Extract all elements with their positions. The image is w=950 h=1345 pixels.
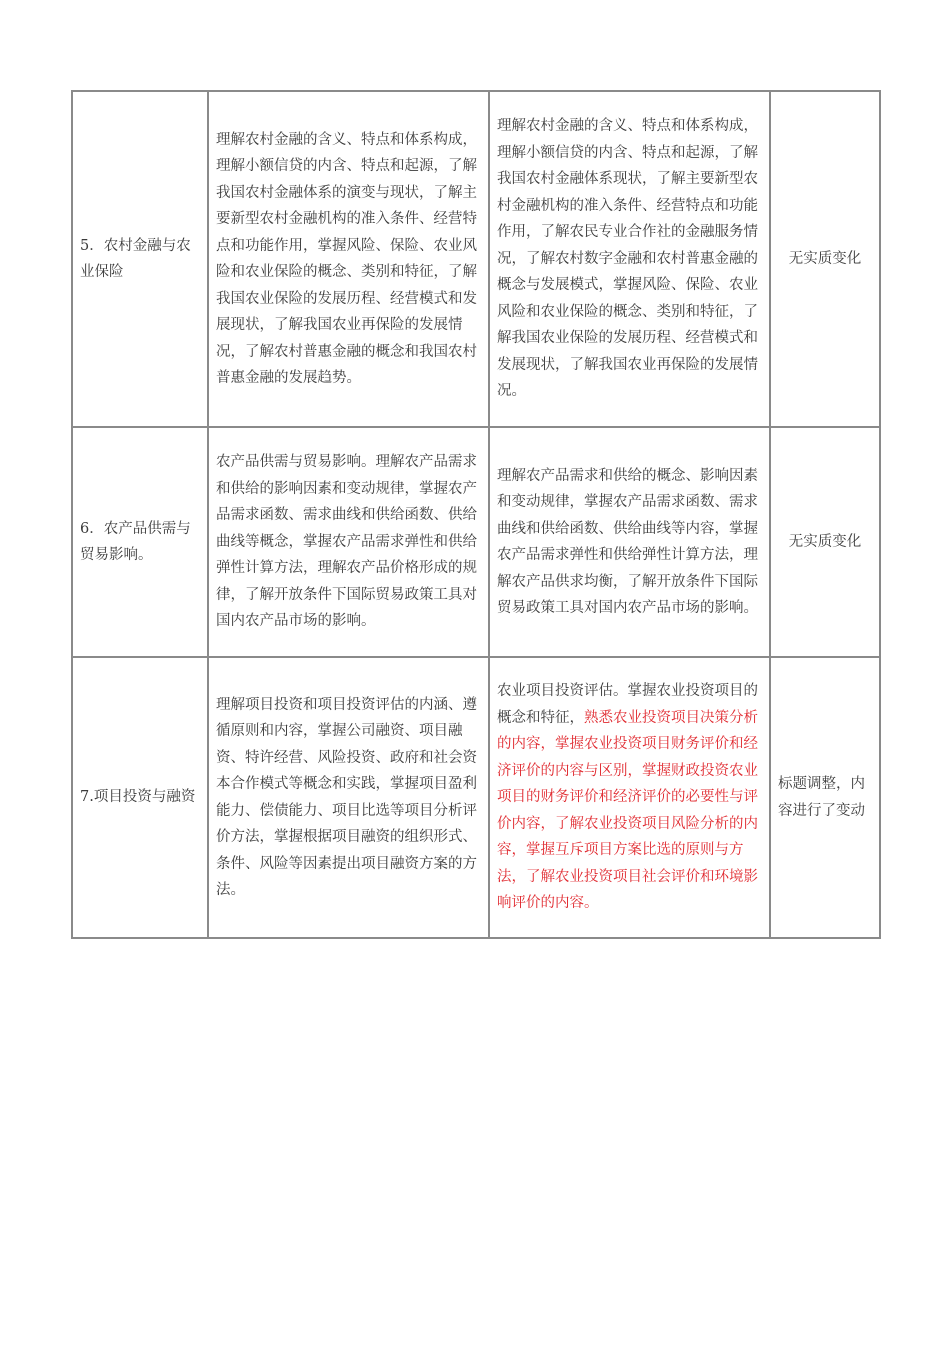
topic-cell: 6．农产品供需与贸易影响。 — [72, 427, 208, 657]
old-content-cell: 理解农村金融的含义、特点和体系构成，理解小额信贷的内含、特点和起源，了解我国农村金融体系的演变与现状，了解主要新型农村金融机构的准入条件、经营特点和功能作用，掌握风险、保险、农业风险和农业保险的概念、类别和特征，了解我国农业保险的发展历程、经营模式和发展现状，了解我国农业再保险的发展情况，了解农村普惠金融的概念和我国农村普惠金融的发展趋势。 — [208, 91, 489, 427]
remark-cell: 无实质变化 — [770, 427, 880, 657]
new-content-cell: 理解农村金融的含义、特点和体系构成，理解小额信贷的内含、特点和起源，了解我国农村金融体系现状，了解主要新型农村金融机构的准入条件、经营特点和功能作用，了解农民专业合作社的金融服务情况，了解农村数字金融和农村普惠金融的概念与发展模式，掌握风险、保险、农业风险和农业保险的概念、类别和特征，了解我国农业保险的发展历程、经营模式和发展现状，了解我国农业再保险的发展情况。 — [489, 91, 770, 427]
new-content-changed-text: 熟悉农业投资项目决策分析的内容，掌握农业投资项目财务评价和经济评价的内容与区别，掌握财政投资农业项目的财务评价和经济评价的必要性与评价内容，了解农业投资项目风险分析的内容，掌握互斥项目方案比选的原则与方法，了解农业投资项目社会评价和环境影响评价的内容。 — [497, 709, 758, 912]
syllabus-change-table — [71, 90, 881, 939]
remark-cell: 标题调整，内容进行了变动 — [770, 657, 880, 938]
table-row — [72, 657, 880, 938]
new-content-cell — [489, 657, 770, 938]
table-row — [72, 427, 880, 657]
old-content-cell: 农产品供需与贸易影响。理解农产品需求和供给的影响因素和变动规律，掌握农产品需求函数、需求曲线和供给函数、供给曲线等概念，掌握农产品需求弹性和供给弹性计算方法，理解农产品价格形成的规律，了解开放条件下国际贸易政策工具对国内农产品市场的影响。 — [208, 427, 489, 657]
remark-cell: 无实质变化 — [770, 91, 880, 427]
new-content-cell: 理解农产品需求和供给的概念、影响因素和变动规律，掌握农产品需求函数、需求曲线和供给函数、供给曲线等内容，掌握农产品需求弹性和供给弹性计算方法，理解农产品供求均衡，了解开放条件下国际贸易政策工具对国内农产品市场的影响。 — [489, 427, 770, 657]
new-content-unchanged-text: 农业项目投资评估。掌握农业投资项目的概念和特征， — [497, 683, 758, 726]
topic-cell: 5．农村金融与农业保险 — [72, 91, 208, 427]
old-content-cell: 理解项目投资和项目投资评估的内涵、遵循原则和内容，掌握公司融资、项目融资、特许经营、风险投资、政府和社会资本合作模式等概念和实践，掌握项目盈利能力、偿债能力、项目比选等项目分析评价方法，掌握根据项目融资的组织形式、条件、风险等因素提出项目融资方案的方法。 — [208, 657, 489, 938]
topic-cell: 7.项目投资与融资 — [72, 657, 208, 938]
table-row — [72, 91, 880, 427]
